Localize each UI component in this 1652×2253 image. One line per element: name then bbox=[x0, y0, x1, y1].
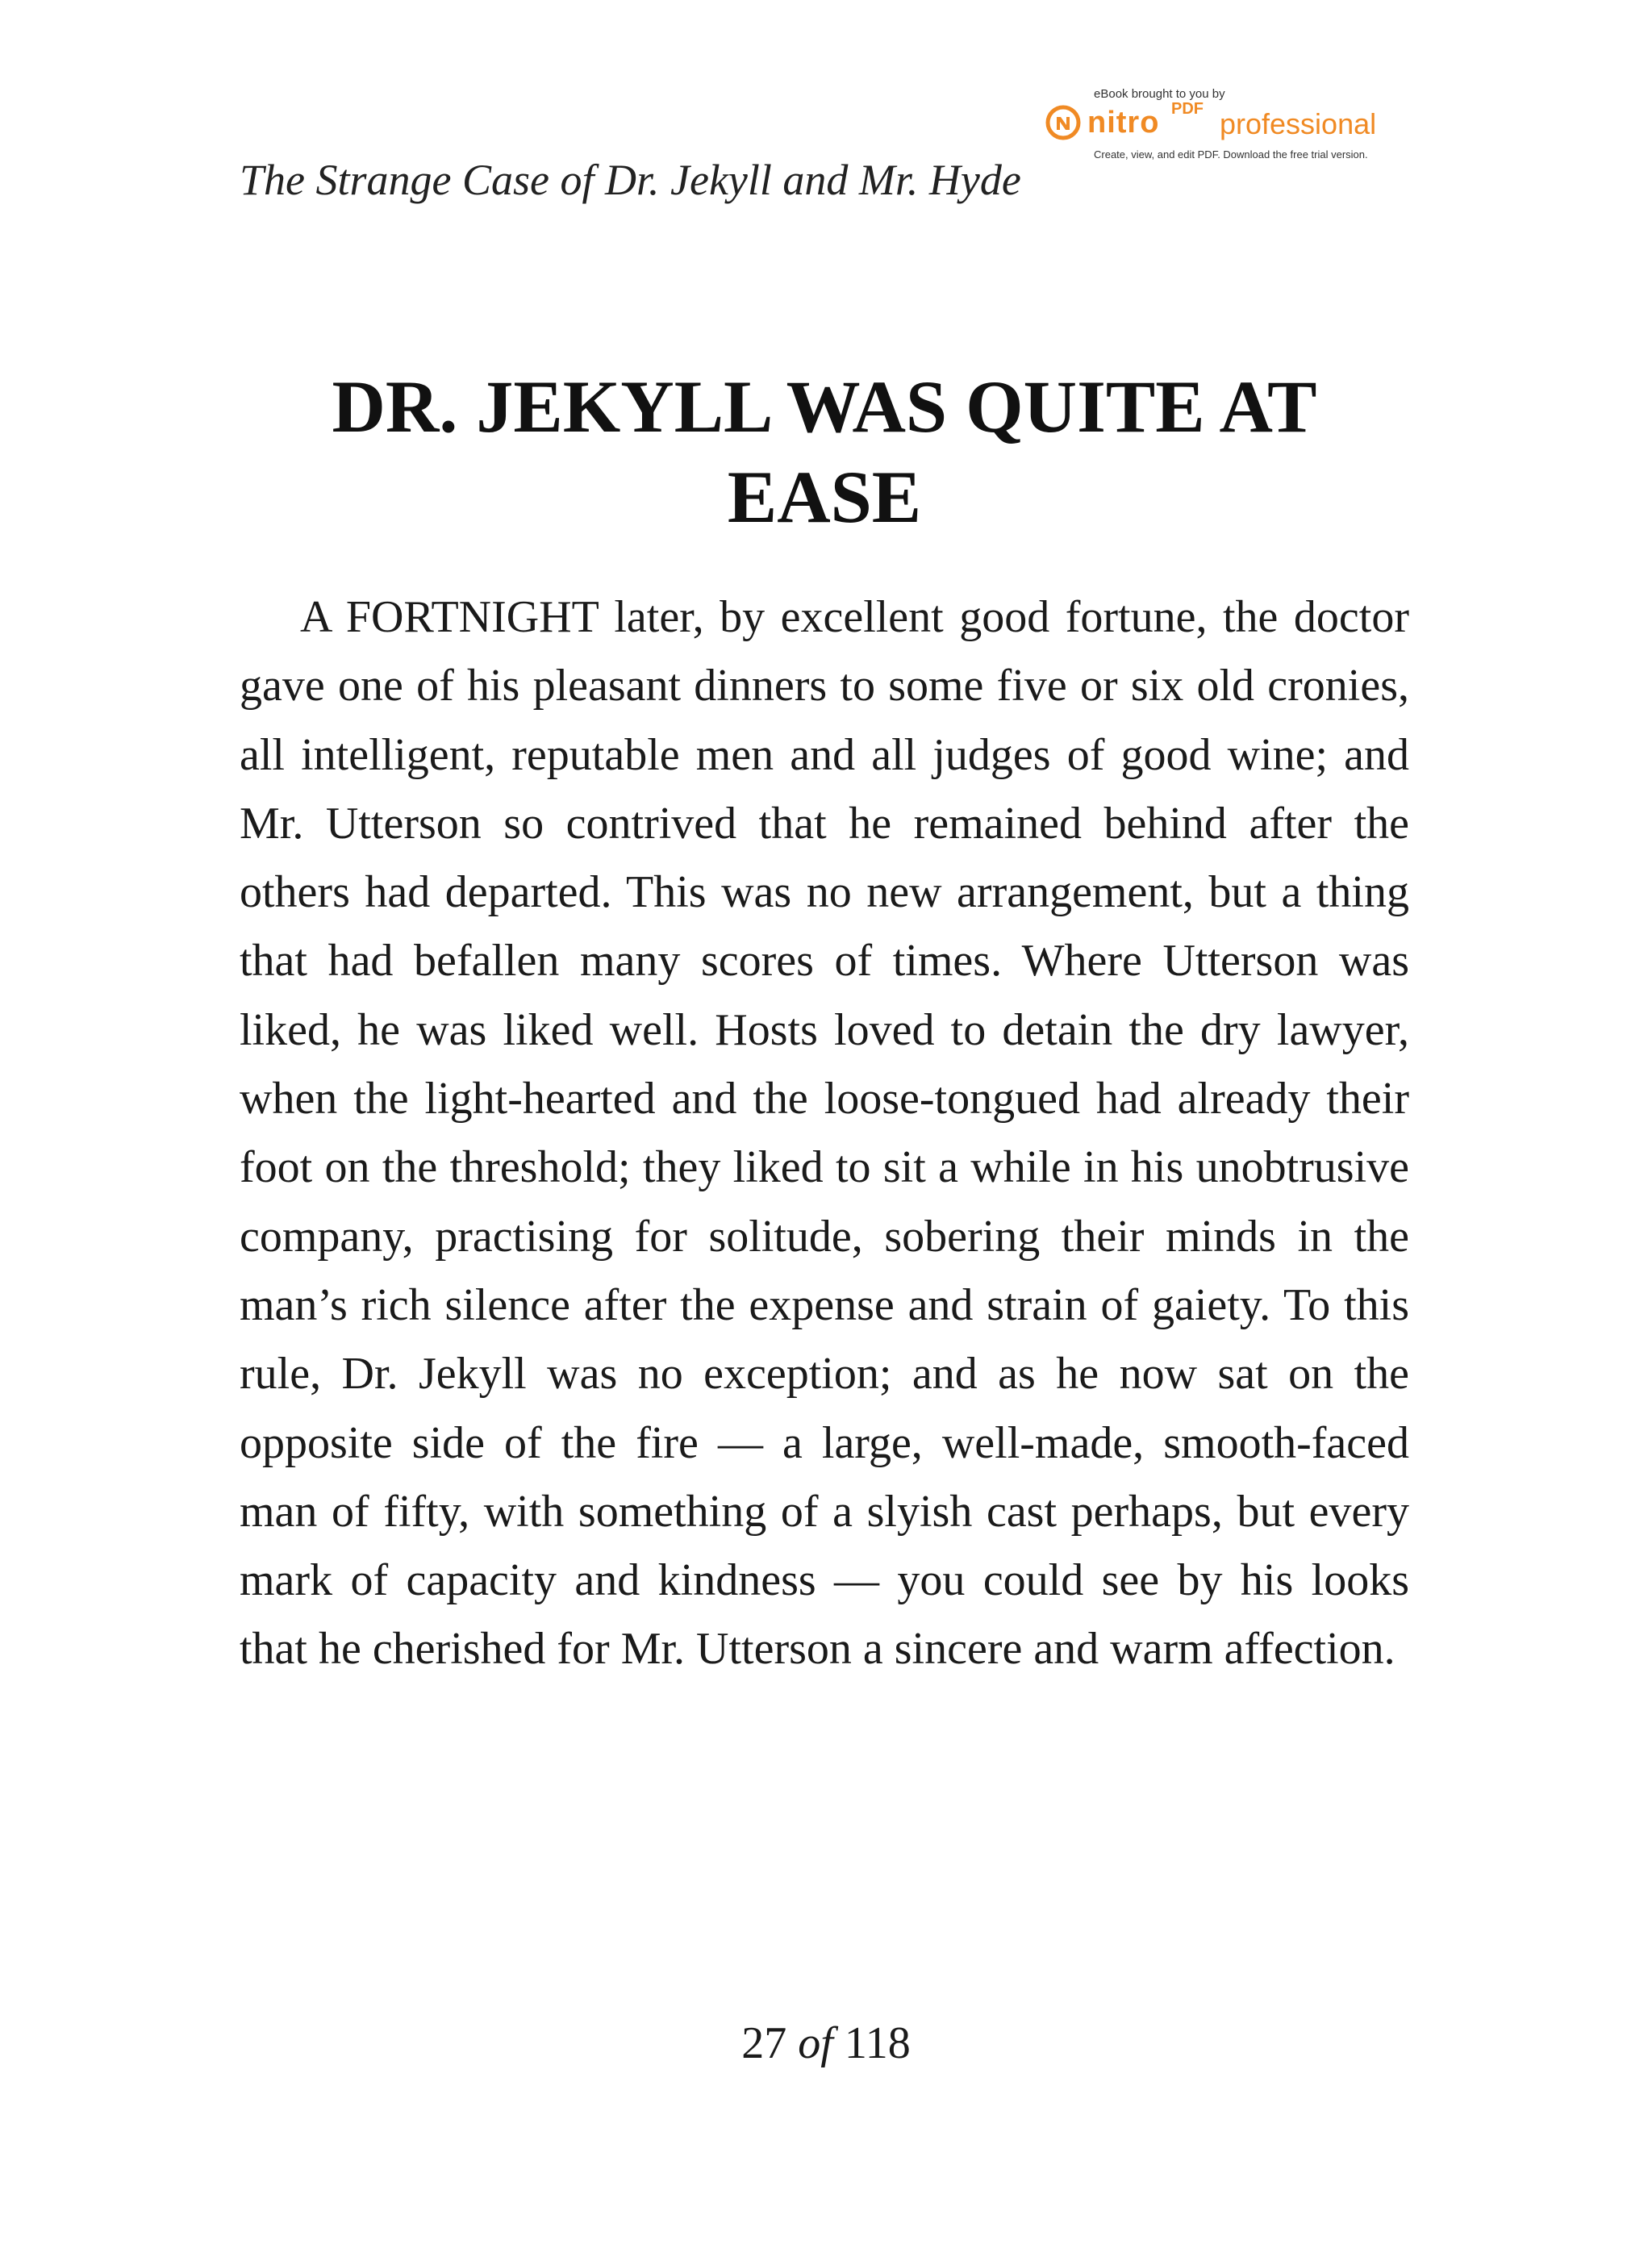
page-of: of bbox=[798, 2018, 833, 2068]
page-total: 118 bbox=[844, 2018, 911, 2068]
chapter-title: DR. JEKYLL WAS QUITE AT EASE bbox=[332, 365, 1317, 538]
chapter-paragraph: A FORTNIGHT later, by excellent good fortune, the doctor gave one of his pleasant dinners to some five or six old cronies, all intelligent, reputable men and all judges of good wine; and Mr. Utterson so contrived that he remained behind after the others had departed. This was no new arrangement, but a thing that had befallen many scores of times. Where Utterson was liked, he was liked well. Hosts loved to detain the dry lawyer, when the light-hearted and the loose-tongued had already their foot on the threshold; they liked to sit a while in his unobtrusive company, practising for solitude, sobering their minds in the man’s rich silence after the expense and strain of gaiety. To this rule, Dr. Jekyll was no exception; and as he now sat on the opposite side of the fire — a large, well-made, smooth-faced man of fifty, with something of a slyish cast perhaps, but every mark of capacity and kindness — you could see by his looks that he cherished for Mr. Utterson a sincere and warm affection. bbox=[240, 592, 1409, 1675]
ad-tagline: Create, view, and edit PDF. Download the free trial version. bbox=[1094, 148, 1368, 161]
page-number bbox=[0, 2015, 1652, 2072]
ad-brand-sup: PDF bbox=[1171, 100, 1204, 118]
ad-brand: nitro bbox=[1087, 106, 1160, 140]
nitro-logo-icon bbox=[1045, 105, 1081, 140]
nitro-pdf-advert[interactable] bbox=[1045, 87, 1416, 168]
page-current: 27 bbox=[741, 2018, 787, 2068]
running-header-title: The Strange Case of Dr. Jekyll and Mr. Hyde bbox=[240, 156, 1021, 204]
ad-brought-by: eBook brought to you by bbox=[1094, 87, 1225, 101]
ad-brand-suffix: professional bbox=[1220, 107, 1377, 140]
